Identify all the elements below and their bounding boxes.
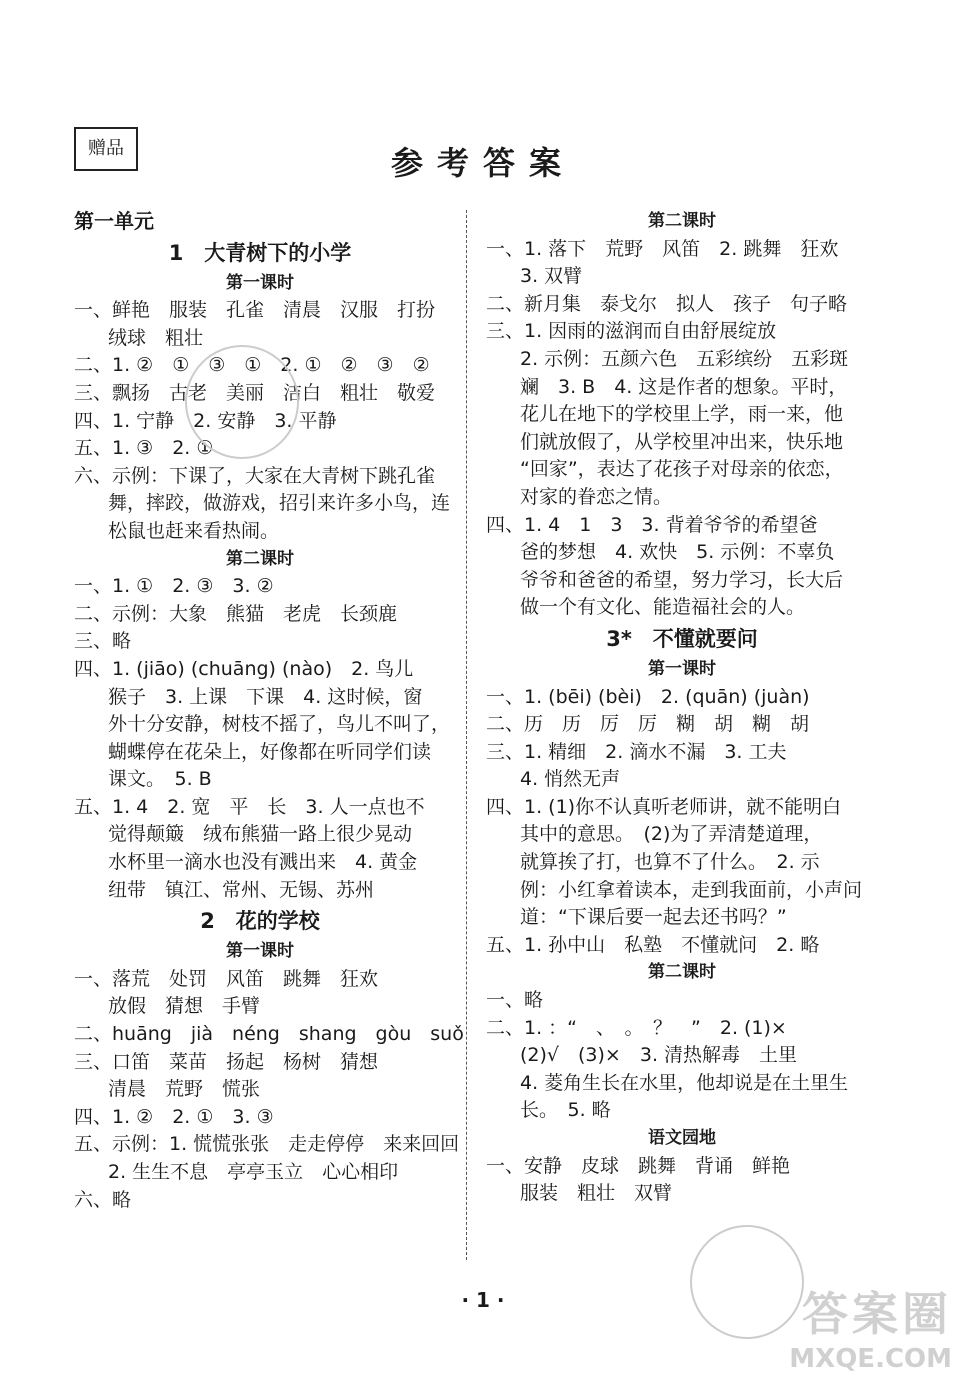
answer-line: 花儿在地下的学校里上学，雨一来，他 (520, 403, 844, 426)
answer-line: “回家”，表达了花孩子对母亲的依恋， (520, 458, 844, 481)
answer-line: 蝴蝶停在花朵上，好像都在听同学们读 (108, 740, 432, 763)
answer-line: 对家的眷恋之情。 (520, 485, 673, 508)
answer-line: 外十分安静，树枝不摇了，鸟儿不叫了， (108, 713, 451, 736)
watermark-url: MXQE.COM (789, 1344, 952, 1374)
answer-line: 一、1. ① 2. ③ 3. ② (74, 575, 274, 598)
answer-line: 觉得颠簸 绒布熊猫一路上很少晃动 (108, 823, 413, 846)
answer-line: 松鼠也赶来看热闹。 (108, 519, 280, 542)
page-title: 参考答案 (390, 144, 575, 182)
answer-line: 2. 生生不息 亭亭玉立 心心相印 (108, 1161, 399, 1183)
answer-line: 们就放假了，从学校里冲出来，快乐地 (520, 430, 844, 453)
answer-line: 一、1. (bēi) (bèi) 2. (quān) (juàn) (486, 685, 810, 708)
watermark-logo (789, 1278, 952, 1374)
answer-line: 4. 悄然无声 (520, 768, 621, 791)
answer-line: 3. 双臂 (520, 265, 583, 288)
watermark-stamp (690, 1225, 804, 1339)
answer-line: 绒球 粗壮 (108, 326, 204, 349)
answer-line: 三、口笛 菜苗 扬起 杨树 猜想 (74, 1050, 379, 1073)
answer-line: 长。 5. 略 (520, 1099, 611, 1122)
session-heading: 第二课时 (226, 548, 294, 569)
session-heading: 第一课时 (648, 658, 716, 679)
page-number: · 1 · (461, 1288, 505, 1312)
session-heading: 语文园地 (648, 1128, 716, 1148)
answer-line: 四、1. ② 2. ① 3. ③ (74, 1105, 274, 1128)
answer-line: 舞，摔跤，做游戏，招引来许多小鸟，连 (108, 492, 451, 515)
answer-line: 二、新月集 泰戈尔 拟人 孩子 句子略 (486, 292, 848, 315)
answer-line: 四、1. 宁静 2. 安静 3. 平静 (74, 409, 337, 432)
answer-line: 五、1. 4 2. 宽 平 长 3. 人一点也不 (74, 795, 425, 818)
unit-heading: 第一单元 (74, 209, 154, 233)
answer-line: 斓 3. B 4. 这是作者的想象。平时， (520, 375, 848, 398)
answer-line: 四、1. (jiāo) (chuāng) (nào) 2. 鸟儿 (74, 657, 414, 680)
answer-line: 4. 菱角生长在水里，他却说是在土里生 (520, 1071, 849, 1094)
answer-line: 课文。 5. B (108, 768, 212, 791)
answer-line: 爸的梦想 4. 欢快 5. 示例：不辜负 (520, 541, 835, 564)
answer-line: 例：小红拿着读本，走到我面前，小声问 (520, 878, 863, 901)
answer-line: 三、飘扬 古老 美丽 洁白 粗壮 敬爱 (74, 381, 436, 404)
answer-line: 放假 猜想 手臂 (108, 995, 261, 1018)
answer-line: 二、示例：大象 熊猫 老虎 长颈鹿 (74, 602, 398, 625)
answer-line: 猴子 3. 上课 下课 4. 这时候，窗 (108, 685, 423, 708)
lesson-heading: 3* 不懂就要问 (606, 626, 758, 651)
session-heading: 第一课时 (226, 272, 294, 293)
answer-line: 三、1. 精细 2. 滴水不漏 3. 工夫 (486, 740, 787, 763)
right-column (486, 208, 878, 1208)
answer-line: 爷爷和爸爸的希望，努力学习，长大后 (520, 568, 844, 591)
answer-line: 五、1. 孙中山 私塾 不懂就问 2. 略 (486, 933, 820, 956)
answer-line: (2)√ (3)× 3. 清热解毒 土里 (520, 1044, 798, 1067)
answer-line: 三、1. 因雨的滋润而自由舒展绽放 (486, 320, 777, 343)
column-divider (466, 210, 467, 1260)
session-heading: 第二课时 (648, 211, 716, 231)
answer-line: 四、1. (1)你不认真听老师讲，就不能明白 (486, 795, 842, 818)
watermark-logo-text: 答案圈 (802, 1287, 952, 1341)
answer-line: 一、略 (486, 989, 544, 1012)
answer-line: 二、1. ② ① ③ ① 2. ① ② ③ ② (74, 354, 430, 377)
answer-line: 其中的意思。 (2)为了弄清楚道理， (520, 823, 823, 846)
answer-line: 做一个有文化、能造福社会的人。 (520, 596, 806, 619)
answer-line: 五、1. ③ 2. ① (74, 437, 214, 460)
lesson-heading: 1 大青树下的小学 (168, 240, 352, 265)
gift-label: 赠品 (74, 127, 138, 171)
session-heading: 第二课时 (648, 962, 716, 983)
answer-line: 五、示例：1. 慌慌张张 走走停停 来来回回 (74, 1133, 460, 1156)
answer-line: 二、历 历 厉 厉 糊 胡 糊 胡 (486, 713, 810, 736)
answer-line: 三、略 (74, 630, 132, 653)
answer-line: 2. 示例：五颜六色 五彩缤纷 五彩斑 (520, 347, 849, 370)
answer-line: 四、1. 4 1 3 3. 背着爷爷的希望爸 (486, 513, 818, 536)
answer-line: 纽带 镇江、常州、无锡、苏州 (108, 878, 375, 901)
answer-line: 一、安静 皮球 跳舞 背诵 鲜艳 (486, 1154, 791, 1177)
answer-line: 六、略 (74, 1188, 132, 1211)
answer-line: 清晨 荒野 慌张 (108, 1078, 261, 1101)
lesson-heading: 2 花的学校 (200, 909, 320, 934)
answer-line: 服装 粗壮 双臂 (520, 1182, 673, 1205)
answer-line: 就算挨了打，也算不了什么。 2. 示 (520, 851, 820, 874)
answer-line: 六、示例：下课了，大家在大青树下跳孔雀 (74, 464, 436, 487)
answer-line: 一、1. 落下 荒野 风笛 2. 跳舞 狂欢 (486, 237, 839, 260)
answer-line: 二、huāng jià néng shang gòu suǒ (74, 1023, 464, 1046)
answer-line: 一、鲜艳 服装 孔雀 清晨 汉服 打扮 (74, 299, 436, 322)
answer-line: 一、落荒 处罚 风笛 跳舞 狂欢 (74, 967, 379, 990)
watermark-stamp (185, 345, 299, 459)
answer-line: 道：“下课后要一起去还书吗？” (520, 906, 787, 929)
answer-line: 水杯里一滴水也没有溅出来 4. 黄金 (108, 851, 418, 874)
session-heading: 第一课时 (226, 941, 294, 962)
answer-line: 二、1. ：“ 、 。 ？ ” 2. (1)× (486, 1016, 787, 1039)
